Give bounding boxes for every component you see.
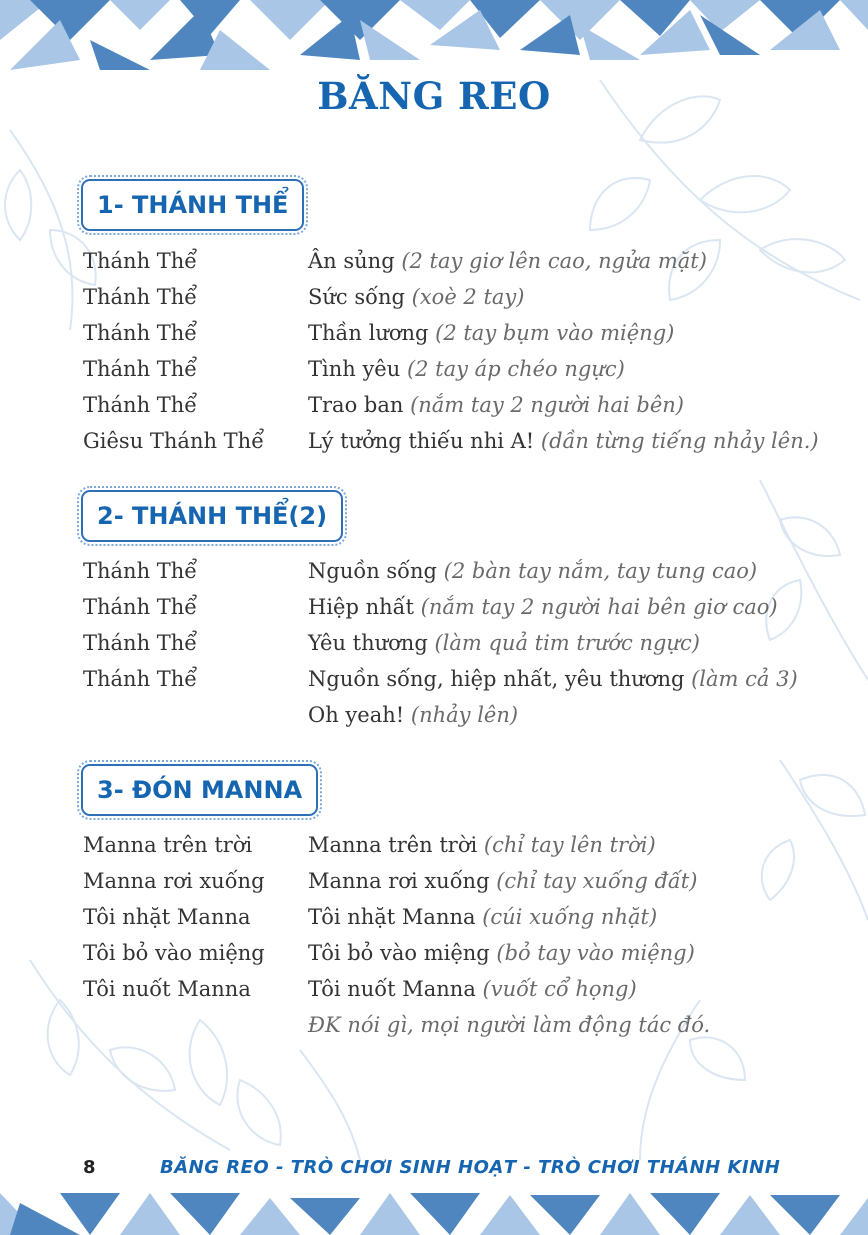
row-note: (làm cả 3) bbox=[691, 667, 798, 691]
table-row bbox=[0, 393, 868, 427]
row-main: Tôi nuốt Manna bbox=[308, 977, 476, 1001]
row-note: (2 bàn tay nắm, tay tung cao) bbox=[443, 559, 758, 583]
row-note: (chỉ tay lên trời) bbox=[483, 833, 656, 857]
row-main: Sức sống bbox=[308, 285, 405, 309]
row-main: Lý tưởng thiếu nhi A! bbox=[308, 429, 535, 453]
table-row bbox=[0, 559, 868, 593]
row-main: Tình yêu bbox=[308, 357, 401, 381]
page-title: BĂNG REO bbox=[317, 74, 551, 118]
table-row bbox=[0, 869, 868, 903]
row-note: (dần từng tiếng nhảy lên.) bbox=[540, 429, 819, 453]
row-left: Thánh Thể bbox=[83, 321, 198, 345]
top-triangle-border bbox=[0, 0, 868, 72]
row-note: (làm quả tim trước ngực) bbox=[434, 631, 700, 655]
row-main: Oh yeah! bbox=[308, 703, 405, 727]
section-heading-3: 3- ĐÓN MANNA bbox=[81, 764, 318, 816]
row-main: Trao ban bbox=[308, 393, 404, 417]
table-row bbox=[0, 595, 868, 629]
table-row bbox=[0, 249, 868, 283]
row-main: Thần lương bbox=[308, 321, 429, 345]
row-left: Tôi nhặt Manna bbox=[83, 905, 251, 929]
row-note: (cúi xuống nhặt) bbox=[482, 905, 658, 929]
row-note: (nhảy lên) bbox=[410, 703, 519, 727]
row-main: Hiệp nhất bbox=[308, 595, 414, 619]
row-main: Tôi nhặt Manna bbox=[308, 905, 476, 929]
row-left: Thánh Thể bbox=[83, 559, 198, 583]
row-main: Nguồn sống bbox=[308, 559, 437, 583]
running-title: BĂNG REO - TRÒ CHƠI SINH HOẠT - TRÒ CHƠI THÁNH KINH bbox=[160, 1157, 781, 1178]
row-note: (chỉ tay xuống đất) bbox=[496, 869, 698, 893]
table-row bbox=[0, 357, 868, 391]
row-left: Tôi nuốt Manna bbox=[83, 977, 251, 1001]
row-left: Thánh Thể bbox=[83, 249, 198, 273]
table-row bbox=[0, 941, 868, 975]
row-note: ĐK nói gì, mọi người làm động tác đó. bbox=[308, 1013, 711, 1037]
row-note: (bỏ tay vào miệng) bbox=[496, 941, 695, 965]
table-row bbox=[0, 977, 868, 1011]
row-note: (2 tay giơ lên cao, ngửa mặt) bbox=[401, 249, 707, 273]
row-left: Thánh Thể bbox=[83, 631, 198, 655]
row-note: (2 tay bụm vào miệng) bbox=[435, 321, 675, 345]
row-left: Manna trên trời bbox=[83, 833, 253, 857]
row-left: Giêsu Thánh Thể bbox=[83, 429, 265, 453]
row-note: (vuốt cổ họng) bbox=[482, 977, 637, 1001]
row-main: Manna trên trời bbox=[308, 833, 478, 857]
table-row bbox=[0, 905, 868, 939]
row-note: (nắm tay 2 người hai bên) bbox=[410, 393, 684, 417]
table-row bbox=[0, 285, 868, 319]
table-row bbox=[0, 631, 868, 665]
row-left: Thánh Thể bbox=[83, 393, 198, 417]
row-left: Thánh Thể bbox=[83, 595, 198, 619]
row-left: Manna rơi xuống bbox=[83, 869, 265, 893]
row-main: Manna rơi xuống bbox=[308, 869, 490, 893]
row-note: (2 tay áp chéo ngực) bbox=[406, 357, 625, 381]
row-main: Tôi bỏ vào miệng bbox=[308, 941, 490, 965]
table-row bbox=[0, 429, 868, 463]
row-note: (nắm tay 2 người hai bên giơ cao) bbox=[420, 595, 778, 619]
section-heading-1: 1- THÁNH THỂ bbox=[81, 179, 304, 231]
row-left: Thánh Thể bbox=[83, 357, 198, 381]
row-main: Yêu thương bbox=[308, 631, 428, 655]
row-left: Thánh Thể bbox=[83, 667, 198, 691]
table-row bbox=[0, 833, 868, 867]
section-heading-2: 2- THÁNH THỂ(2) bbox=[81, 490, 343, 542]
row-main: Ân sủng bbox=[308, 249, 395, 273]
row-note: (xoè 2 tay) bbox=[411, 285, 525, 309]
table-row bbox=[0, 1013, 868, 1047]
row-left: Tôi bỏ vào miệng bbox=[83, 941, 265, 965]
row-main: Nguồn sống, hiệp nhất, yêu thương bbox=[308, 667, 685, 691]
page-number: 8 bbox=[83, 1157, 96, 1178]
bottom-triangle-border bbox=[0, 1163, 868, 1235]
table-row bbox=[0, 321, 868, 355]
table-row bbox=[0, 667, 868, 701]
table-row bbox=[0, 703, 868, 737]
row-left: Thánh Thể bbox=[83, 285, 198, 309]
